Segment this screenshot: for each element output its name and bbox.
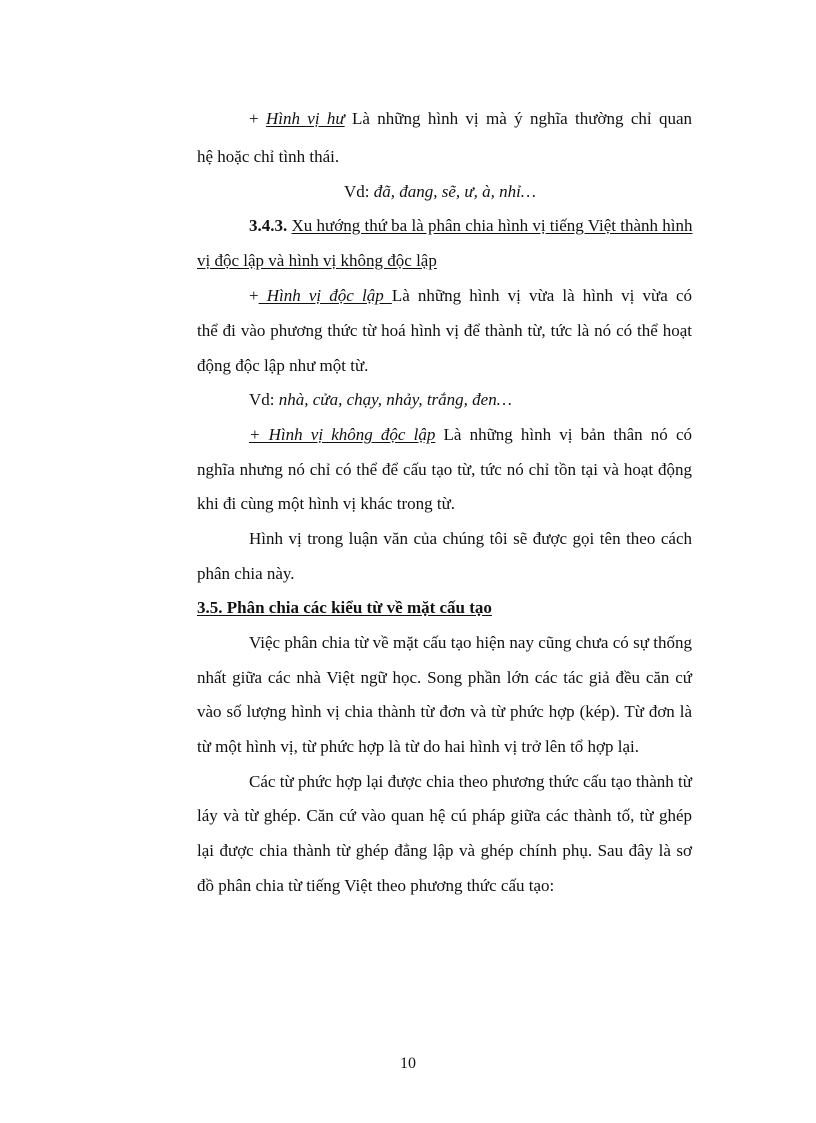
para5-line4: từ một hình vị, từ phức hợp là từ do hai hình vị trở lên tổ hợp lại.: [197, 737, 640, 756]
para3-line2: nghĩa nhưng nó chỉ có thể để cấu tạo từ, tức nó chỉ tồn tại và hoạt động: [197, 460, 692, 479]
para4-line2: phân chia này.: [197, 564, 295, 583]
para5-line3: vào số lượng hình vị chia thành từ đơn và từ phức hợp (kép). Từ đơn là: [197, 702, 692, 721]
para6-line4: đồ phân chia từ tiếng Việt theo phương thức cấu tạo:: [197, 876, 555, 895]
para2-line1: [249, 285, 692, 307]
section-343-heading: [249, 215, 692, 237]
example-label: Vd:: [344, 182, 374, 201]
para3-line1: [249, 424, 692, 446]
section-title-line2: vị độc lập và hình vị không độc lập: [197, 251, 437, 270]
term-hinh-vi-doc-lap: Hình vị độc lập: [258, 286, 392, 305]
para6-line2: láy và từ ghép. Căn cứ vào quan hệ cú pháp giữa các thành tố, từ ghép: [197, 806, 692, 825]
para6-line1: Các từ phức hợp lại được chia theo phương thức cấu tạo thành từ: [249, 772, 692, 791]
list-marker: +: [249, 109, 266, 128]
para5-line2: nhất giữa các nhà Việt ngữ học. Song phần lớn các tác giả đều căn cứ: [197, 668, 692, 687]
section-35-heading: 3.5. Phân chia các kiểu từ về mặt cấu tạo: [197, 598, 492, 617]
para1-line1-text: Là những hình vị mà ý nghĩa thường chỉ quan: [344, 109, 692, 128]
para4-line1: Hình vị trong luận văn của chúng tôi sẽ được gọi tên theo cách: [249, 529, 692, 548]
term-hinh-vi-khong-doc-lap: + Hình vị không độc lập: [249, 425, 436, 444]
example-label: Vd:: [249, 390, 279, 409]
para1-line2: hệ hoặc chỉ tình thái.: [197, 147, 340, 166]
example2: [249, 389, 512, 411]
list-marker: +: [249, 286, 259, 305]
section-number: 3.4.3.: [249, 216, 288, 235]
section-title-line1: Xu hướng thứ ba là phân chia hình vị tiếng Việt thành hình: [291, 216, 693, 235]
example-text: nhà, cửa, chạy, nhảy, trắng, đen…: [278, 390, 512, 409]
para2-line2: thể đi vào phương thức từ hoá hình vị để thành từ, tức là nó có thể hoạt: [197, 321, 692, 340]
para5-line1: Việc phân chia từ về mặt cấu tạo hiện nay cũng chưa có sự thống: [249, 633, 692, 652]
para6-line3: lại được chia thành từ ghép đẳng lập và ghép chính phụ. Sau đây là sơ: [197, 841, 692, 860]
example1: [344, 181, 536, 203]
page-number: 10: [400, 1055, 416, 1072]
para3-line3: khi đi cùng một hình vị khác trong từ.: [197, 494, 456, 513]
para1-line1: [249, 108, 692, 130]
para3-line1-text: Là những hình vị bản thân nó có: [435, 425, 692, 444]
example-text: đã, đang, sẽ, ư, à, nhỉ…: [373, 182, 537, 201]
para2-line1-text: Là những hình vị vừa là hình vị vừa có: [391, 286, 692, 305]
para2-line3: động độc lập như một từ.: [197, 356, 369, 375]
term-hinh-vi-hu: Hình vị hư: [265, 109, 345, 128]
